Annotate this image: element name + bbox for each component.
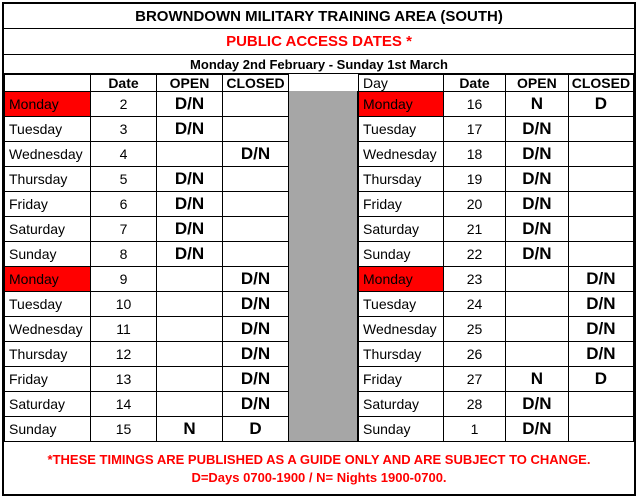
table-row — [5, 192, 289, 217]
closed-cell — [568, 167, 633, 192]
day-cell: Sunday — [5, 417, 91, 442]
document-subtitle: PUBLIC ACCESS DATES * — [4, 29, 634, 55]
date-cell: 19 — [444, 167, 506, 192]
date-cell: 28 — [444, 392, 506, 417]
date-cell: 6 — [91, 192, 157, 217]
date-period: Monday 2nd February - Sunday 1st March — [4, 55, 634, 74]
date-cell: 8 — [91, 242, 157, 267]
open-cell: D/N — [505, 117, 568, 142]
closed-cell — [223, 92, 289, 117]
open-cell — [157, 367, 223, 392]
open-cell — [157, 292, 223, 317]
open-cell — [157, 342, 223, 367]
day-cell: Sunday — [359, 417, 444, 442]
access-dates-sheet — [2, 2, 636, 496]
date-cell: 10 — [91, 292, 157, 317]
open-cell: D/N — [157, 117, 223, 142]
header-day — [5, 75, 91, 92]
table-row — [359, 417, 634, 442]
closed-cell: D/N — [223, 392, 289, 417]
date-cell: 24 — [444, 292, 506, 317]
closed-cell — [568, 217, 633, 242]
date-cell: 7 — [91, 217, 157, 242]
header-closed: CLOSED — [223, 75, 289, 92]
date-cell: 18 — [444, 142, 506, 167]
day-cell: Friday — [5, 192, 91, 217]
closed-cell — [223, 167, 289, 192]
closed-cell — [568, 142, 633, 167]
day-cell: Saturday — [359, 217, 444, 242]
date-cell: 15 — [91, 417, 157, 442]
day-cell: Friday — [359, 367, 444, 392]
closed-cell: D/N — [223, 342, 289, 367]
closed-cell — [223, 217, 289, 242]
document-title: BROWNDOWN MILITARY TRAINING AREA (SOUTH) — [4, 4, 634, 29]
table-row — [359, 242, 634, 267]
day-cell: Saturday — [359, 392, 444, 417]
closed-cell — [223, 117, 289, 142]
header-date: Date — [91, 75, 157, 92]
closed-cell: D/N — [568, 342, 633, 367]
closed-cell: D/N — [223, 142, 289, 167]
closed-cell: D — [223, 417, 289, 442]
day-cell: Tuesday — [359, 292, 444, 317]
table-row — [5, 167, 289, 192]
date-cell: 17 — [444, 117, 506, 142]
table-row — [5, 117, 289, 142]
table-row — [5, 392, 289, 417]
footer-notice — [4, 441, 634, 494]
table-row — [5, 267, 289, 292]
table-header-row — [359, 75, 634, 92]
table-row — [5, 342, 289, 367]
date-cell: 25 — [444, 317, 506, 342]
table-row — [5, 242, 289, 267]
header-date: Date — [444, 75, 506, 92]
closed-cell — [568, 117, 633, 142]
closed-cell: D/N — [223, 317, 289, 342]
header-open: OPEN — [157, 75, 223, 92]
closed-cell — [223, 192, 289, 217]
open-cell: D/N — [505, 417, 568, 442]
table-row — [5, 417, 289, 442]
table-row — [359, 92, 634, 117]
open-cell — [505, 317, 568, 342]
closed-cell: D — [568, 367, 633, 392]
date-cell: 23 — [444, 267, 506, 292]
open-cell: D/N — [505, 242, 568, 267]
table-row — [5, 292, 289, 317]
open-cell — [157, 317, 223, 342]
open-cell: D/N — [157, 242, 223, 267]
open-cell: N — [157, 417, 223, 442]
footer-legend: D=Days 0700-1900 / N= Nights 1900-0700. — [191, 470, 447, 485]
open-cell: D/N — [505, 142, 568, 167]
closed-cell — [568, 242, 633, 267]
date-cell: 20 — [444, 192, 506, 217]
day-cell: Monday — [359, 267, 444, 292]
table-row — [5, 92, 289, 117]
day-cell: Tuesday — [5, 117, 91, 142]
day-cell: Monday — [5, 92, 91, 117]
date-cell: 16 — [444, 92, 506, 117]
day-cell: Wednesday — [5, 317, 91, 342]
footer-disclaimer: *THESE TIMINGS ARE PUBLISHED AS A GUIDE ONLY AND ARE SUBJECT TO CHANGE. — [47, 452, 591, 467]
closed-cell — [568, 392, 633, 417]
day-cell: Saturday — [5, 392, 91, 417]
date-cell: 5 — [91, 167, 157, 192]
day-cell: Thursday — [359, 167, 444, 192]
date-cell: 22 — [444, 242, 506, 267]
open-cell: N — [505, 367, 568, 392]
closed-cell: D/N — [223, 367, 289, 392]
date-cell: 14 — [91, 392, 157, 417]
day-cell: Monday — [359, 92, 444, 117]
table-header-row — [5, 75, 289, 92]
open-cell — [157, 142, 223, 167]
day-cell: Saturday — [5, 217, 91, 242]
date-cell: 26 — [444, 342, 506, 367]
table-row — [359, 167, 634, 192]
table-row — [5, 142, 289, 167]
open-cell: N — [505, 92, 568, 117]
closed-cell: D/N — [568, 267, 633, 292]
date-cell: 13 — [91, 367, 157, 392]
open-cell: D/N — [505, 392, 568, 417]
date-cell: 12 — [91, 342, 157, 367]
table-row — [359, 217, 634, 242]
date-cell: 11 — [91, 317, 157, 342]
open-cell: D/N — [157, 92, 223, 117]
date-cell: 27 — [444, 367, 506, 392]
closed-cell: D/N — [223, 267, 289, 292]
day-cell: Friday — [5, 367, 91, 392]
open-cell — [505, 342, 568, 367]
open-cell: D/N — [157, 192, 223, 217]
header-closed: CLOSED — [568, 75, 633, 92]
header-day: Day — [359, 75, 444, 92]
table-row — [359, 142, 634, 167]
table-row — [5, 217, 289, 242]
table-row — [5, 317, 289, 342]
day-cell: Thursday — [5, 167, 91, 192]
table-row — [359, 317, 634, 342]
table-row — [359, 367, 634, 392]
open-cell: D/N — [157, 167, 223, 192]
date-cell: 3 — [91, 117, 157, 142]
closed-cell: D — [568, 92, 633, 117]
date-cell: 4 — [91, 142, 157, 167]
day-cell: Thursday — [5, 342, 91, 367]
open-cell: D/N — [157, 217, 223, 242]
closed-cell: D/N — [223, 292, 289, 317]
table-row — [359, 342, 634, 367]
day-cell: Sunday — [5, 242, 91, 267]
date-cell: 21 — [444, 217, 506, 242]
table-separator — [288, 91, 358, 441]
table-row — [359, 292, 634, 317]
open-cell — [157, 267, 223, 292]
table-row — [359, 192, 634, 217]
closed-cell: D/N — [568, 317, 633, 342]
closed-cell — [568, 417, 633, 442]
open-cell — [157, 392, 223, 417]
day-cell: Wednesday — [359, 142, 444, 167]
table-row — [359, 117, 634, 142]
day-cell: Tuesday — [5, 292, 91, 317]
table-row — [359, 267, 634, 292]
day-cell: Monday — [5, 267, 91, 292]
open-cell — [505, 267, 568, 292]
closed-cell — [568, 192, 633, 217]
day-cell: Sunday — [359, 242, 444, 267]
weeks-3-4-table — [358, 74, 634, 442]
weeks-1-2-table — [4, 74, 289, 442]
open-cell: D/N — [505, 192, 568, 217]
closed-cell: D/N — [568, 292, 633, 317]
day-cell: Thursday — [359, 342, 444, 367]
table-row — [5, 367, 289, 392]
table-row — [359, 392, 634, 417]
header-open: OPEN — [505, 75, 568, 92]
day-cell: Tuesday — [359, 117, 444, 142]
date-cell: 1 — [444, 417, 506, 442]
date-cell: 2 — [91, 92, 157, 117]
day-cell: Wednesday — [359, 317, 444, 342]
day-cell: Friday — [359, 192, 444, 217]
day-cell: Wednesday — [5, 142, 91, 167]
open-cell: D/N — [505, 217, 568, 242]
closed-cell — [223, 242, 289, 267]
open-cell: D/N — [505, 167, 568, 192]
date-cell: 9 — [91, 267, 157, 292]
open-cell — [505, 292, 568, 317]
